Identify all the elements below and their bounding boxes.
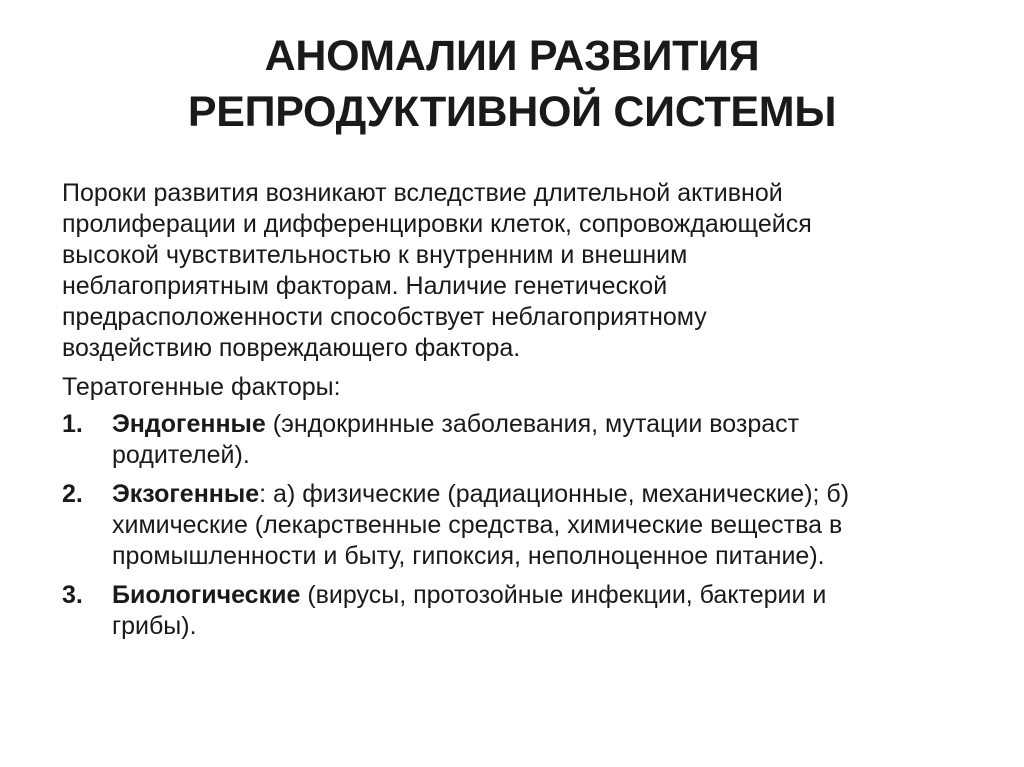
factor-term: Экзогенные bbox=[112, 480, 260, 508]
intro-line: высокой чувствительностью к внутренним и внешним bbox=[62, 241, 688, 269]
intro-paragraph bbox=[62, 178, 962, 364]
list-number: 3. bbox=[62, 581, 83, 609]
factor-line: химические (лекарственные средства, химические вещества в bbox=[112, 511, 843, 539]
intro-line: пролиферации и дифференцировки клеток, сопровождающейся bbox=[62, 210, 812, 238]
intro-line: воздействию повреждающего фактора. bbox=[62, 334, 521, 362]
factor-text: (вирусы, протозойные инфекции, бактерии и bbox=[300, 581, 827, 609]
factor-line: промышленности и быту, гипоксия, неполноценное питание). bbox=[112, 542, 825, 570]
factor-item-biological bbox=[62, 580, 962, 642]
factor-line: родителей). bbox=[112, 441, 250, 469]
factor-line bbox=[112, 479, 962, 510]
factors-list bbox=[62, 409, 962, 642]
slide-title bbox=[60, 28, 964, 140]
slide-body bbox=[62, 178, 962, 650]
factor-line bbox=[112, 580, 962, 611]
factor-item-exogenous bbox=[62, 479, 962, 572]
list-number: 2. bbox=[62, 480, 83, 508]
list-number: 1. bbox=[62, 410, 83, 438]
factor-text: (эндокринные заболевания, мутации возраст bbox=[265, 410, 800, 438]
factor-item-endogenous bbox=[62, 409, 962, 471]
factor-line bbox=[112, 409, 962, 440]
factor-term: Эндогенные bbox=[112, 410, 266, 438]
intro-line: предрасположенности способствует неблагоприятному bbox=[62, 303, 707, 331]
intro-line: Пороки развития возникают вследствие длительной активной bbox=[62, 179, 783, 207]
factor-line: грибы). bbox=[112, 612, 197, 640]
teratogenic-factors-heading: Тератогенные факторы: bbox=[62, 373, 341, 401]
intro-line: неблагоприятным факторам. Наличие генетической bbox=[62, 272, 668, 300]
factor-term: Биологические bbox=[112, 581, 301, 609]
title-line-1: АНОМАЛИИ РАЗВИТИЯ bbox=[264, 32, 760, 80]
title-line-2: РЕПРОДУКТИВНОЙ СИСТЕМЫ bbox=[187, 88, 837, 136]
factor-text: : а) физические (радиационные, механические); б) bbox=[259, 480, 850, 508]
